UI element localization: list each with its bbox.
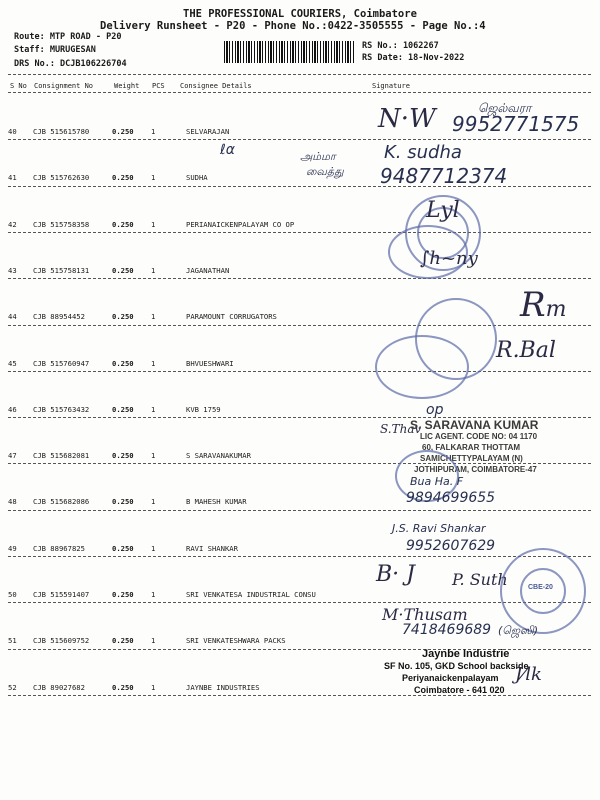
name-49: J.S. Ravi Shankar xyxy=(392,522,486,535)
cell-sno: 42 xyxy=(8,220,17,229)
rs-date: RS Date: 18-Nov-2022 xyxy=(362,53,465,63)
phone-41: 9487712374 xyxy=(380,164,508,188)
phone-48: 9894699655 xyxy=(406,490,496,506)
row-separator xyxy=(8,139,591,140)
name-41: K. sudha xyxy=(384,142,462,163)
cell-weight: 0.250 xyxy=(112,451,134,460)
cell-pcs: 1 xyxy=(151,220,156,229)
signature-45: R.Bal xyxy=(496,338,556,363)
mark-47: op xyxy=(426,402,444,418)
tick-41: ℓα xyxy=(220,142,236,158)
phone-49: 9952607629 xyxy=(406,538,496,554)
cell-consignment: CJB 515760947 xyxy=(33,359,90,368)
cell-sno: 45 xyxy=(8,359,17,368)
cell-consignee: JAYNBE INDUSTRIES xyxy=(186,683,260,692)
row-separator xyxy=(8,371,591,372)
cell-sno: 49 xyxy=(8,544,17,553)
cell-pcs: 1 xyxy=(151,590,156,599)
col-pcs: PCS xyxy=(152,82,165,90)
cell-sno: 52 xyxy=(8,683,17,692)
cell-pcs: 1 xyxy=(151,544,156,553)
cell-sno: 43 xyxy=(8,266,17,275)
cell-consignment: CJB 515615780 xyxy=(33,127,90,136)
jaynbe-stamp-name: Jaynbe Industrie xyxy=(422,648,510,660)
tamil-note-51: (ஜெஸி) xyxy=(498,624,539,637)
cell-consignment: CJB 88954452 xyxy=(33,312,85,321)
stamp-45b xyxy=(375,335,469,399)
cell-consignment: CJB 515758131 xyxy=(33,266,90,275)
cell-sno: 46 xyxy=(8,405,17,414)
row-separator xyxy=(8,325,591,326)
signature-51: M·Thusam xyxy=(382,605,468,624)
cell-weight: 0.250 xyxy=(112,266,134,275)
cell-consignment: CJB 515763432 xyxy=(33,405,90,414)
cell-pcs: 1 xyxy=(151,636,156,645)
barcode xyxy=(224,41,356,63)
signature-40: N·W xyxy=(378,104,436,134)
cell-sno: 51 xyxy=(8,636,17,645)
signature-50b: P. Suth xyxy=(452,570,508,589)
cell-consignee: PERIANAICKENPALAYAM CO OP xyxy=(186,220,295,229)
cell-consignee: SELVARAJAN xyxy=(186,127,230,136)
cell-consignee: S SARAVANAKUMAR xyxy=(186,451,251,460)
header-rule-bottom xyxy=(8,92,591,93)
venkatesa-stamp-inner xyxy=(520,568,566,614)
cell-pcs: 1 xyxy=(151,173,156,182)
cell-pcs: 1 xyxy=(151,127,156,136)
signature-50a: B· J xyxy=(376,562,415,587)
signature-44: Rm xyxy=(520,285,567,325)
header-rule-top xyxy=(8,74,591,75)
stamp-line4-47: JOTHIPURAM, COIMBATORE-47 xyxy=(414,465,537,474)
rs-number: RS No.: 1062267 xyxy=(362,41,439,51)
cell-sno: 48 xyxy=(8,497,17,506)
row-separator xyxy=(8,278,591,279)
cell-pcs: 1 xyxy=(151,451,156,460)
stamp-line1-47: LIC AGENT. CODE NO: 04 1170 xyxy=(420,432,538,441)
cell-weight: 0.250 xyxy=(112,683,134,692)
cell-consignee: PARAMOUNT CORRUGATORS xyxy=(186,312,277,321)
stamp-line2-47: 60, FALKARAR THOTTAM xyxy=(422,443,521,452)
row-separator xyxy=(8,695,591,696)
signature-52: J⁄lk xyxy=(515,664,542,685)
route-label: Route: MTP ROAD - P20 xyxy=(14,32,122,42)
cell-pcs: 1 xyxy=(151,266,156,275)
cell-weight: 0.250 xyxy=(112,405,134,414)
stamp-name-47: S. SARAVANA KUMAR xyxy=(410,418,539,432)
tamil-note-41b: வைத்து xyxy=(306,165,344,178)
cell-pcs: 1 xyxy=(151,312,156,321)
cell-consignment: CJB 88967825 xyxy=(33,544,85,553)
row-separator xyxy=(8,556,591,557)
cell-consignment: CJB 89027682 xyxy=(33,683,85,692)
cell-sno: 44 xyxy=(8,312,17,321)
cell-weight: 0.250 xyxy=(112,173,134,182)
cell-sno: 40 xyxy=(8,127,17,136)
tamil-note-41a: அம்மா xyxy=(300,150,336,163)
row-separator xyxy=(8,232,591,233)
cell-weight: 0.250 xyxy=(112,220,134,229)
cell-consignee: B MAHESH KUMAR xyxy=(186,497,247,506)
company-title: THE PROFESSIONAL COURIERS, Coimbatore xyxy=(183,8,417,20)
venkatesa-stamp-code: CBE-20 xyxy=(528,584,553,591)
jaynbe-stamp-line3: Coimbatore - 641 020 xyxy=(414,685,505,695)
cell-consignment: CJB 515682086 xyxy=(33,497,90,506)
cell-weight: 0.250 xyxy=(112,497,134,506)
staff-label: Staff: MURUGESAN xyxy=(14,45,96,55)
cell-sno: 47 xyxy=(8,451,17,460)
name-48: Bua Ha. F xyxy=(410,475,464,488)
cell-pcs: 1 xyxy=(151,359,156,368)
col-weight: Weight xyxy=(114,82,140,90)
cell-sno: 50 xyxy=(8,590,17,599)
tamil-name-40: ஜெல்வரா xyxy=(478,101,532,115)
cell-consignee: JAGANATHAN xyxy=(186,266,230,275)
row-separator xyxy=(8,510,591,511)
cell-weight: 0.250 xyxy=(112,312,134,321)
cell-pcs: 1 xyxy=(151,405,156,414)
cell-sno: 41 xyxy=(8,173,17,182)
cell-consignee: SUDHA xyxy=(186,173,208,182)
cell-consignee: RAVI SHANKAR xyxy=(186,544,238,553)
col-consignment: Consignment No xyxy=(34,82,94,90)
cell-consignee: SRI VENKATESHWARA PACKS xyxy=(186,636,286,645)
jaynbe-stamp-line2: Periyanaickenpalayam xyxy=(402,673,499,683)
cell-consignment: CJB 515609752 xyxy=(33,636,90,645)
cell-consignee: SRI VENKATESA INDUSTRIAL CONSU xyxy=(186,590,316,599)
signature-42: Lyl xyxy=(426,198,460,223)
signature-43: ∫h~ny xyxy=(420,248,478,269)
stamp-line3-47: SAMICHETTYPALAYAM (N) xyxy=(420,454,523,463)
cell-consignee: KVB 1759 xyxy=(186,405,221,414)
jaynbe-stamp-line1: SF No. 105, GKD School backside xyxy=(384,661,529,671)
cell-weight: 0.250 xyxy=(112,590,134,599)
cell-consignment: CJB 515758358 xyxy=(33,220,90,229)
cell-consignment: CJB 515591407 xyxy=(33,590,90,599)
runsheet-subtitle: Delivery Runsheet - P20 - Phone No.:0422-3505555 - Page No.:4 xyxy=(100,20,486,32)
cell-consignment: CJB 515762630 xyxy=(33,173,90,182)
cell-consignee: BHVUESHWARI xyxy=(186,359,234,368)
cell-weight: 0.250 xyxy=(112,127,134,136)
signature-47: S.Thav xyxy=(380,422,422,436)
col-signature: Signature xyxy=(372,82,410,90)
phone-40: 9952771575 xyxy=(452,112,580,136)
drs-number: DRS No.: DCJB106226704 xyxy=(14,59,127,69)
col-consignee: Consignee Details xyxy=(180,82,252,90)
cell-pcs: 1 xyxy=(151,683,156,692)
cell-weight: 0.250 xyxy=(112,544,134,553)
cell-weight: 0.250 xyxy=(112,636,134,645)
cell-consignment: CJB 515682081 xyxy=(33,451,90,460)
col-sno: S No xyxy=(10,82,27,90)
phone-51: 7418469689 xyxy=(402,622,492,638)
cell-weight: 0.250 xyxy=(112,359,134,368)
row-separator xyxy=(8,463,591,464)
cell-pcs: 1 xyxy=(151,497,156,506)
